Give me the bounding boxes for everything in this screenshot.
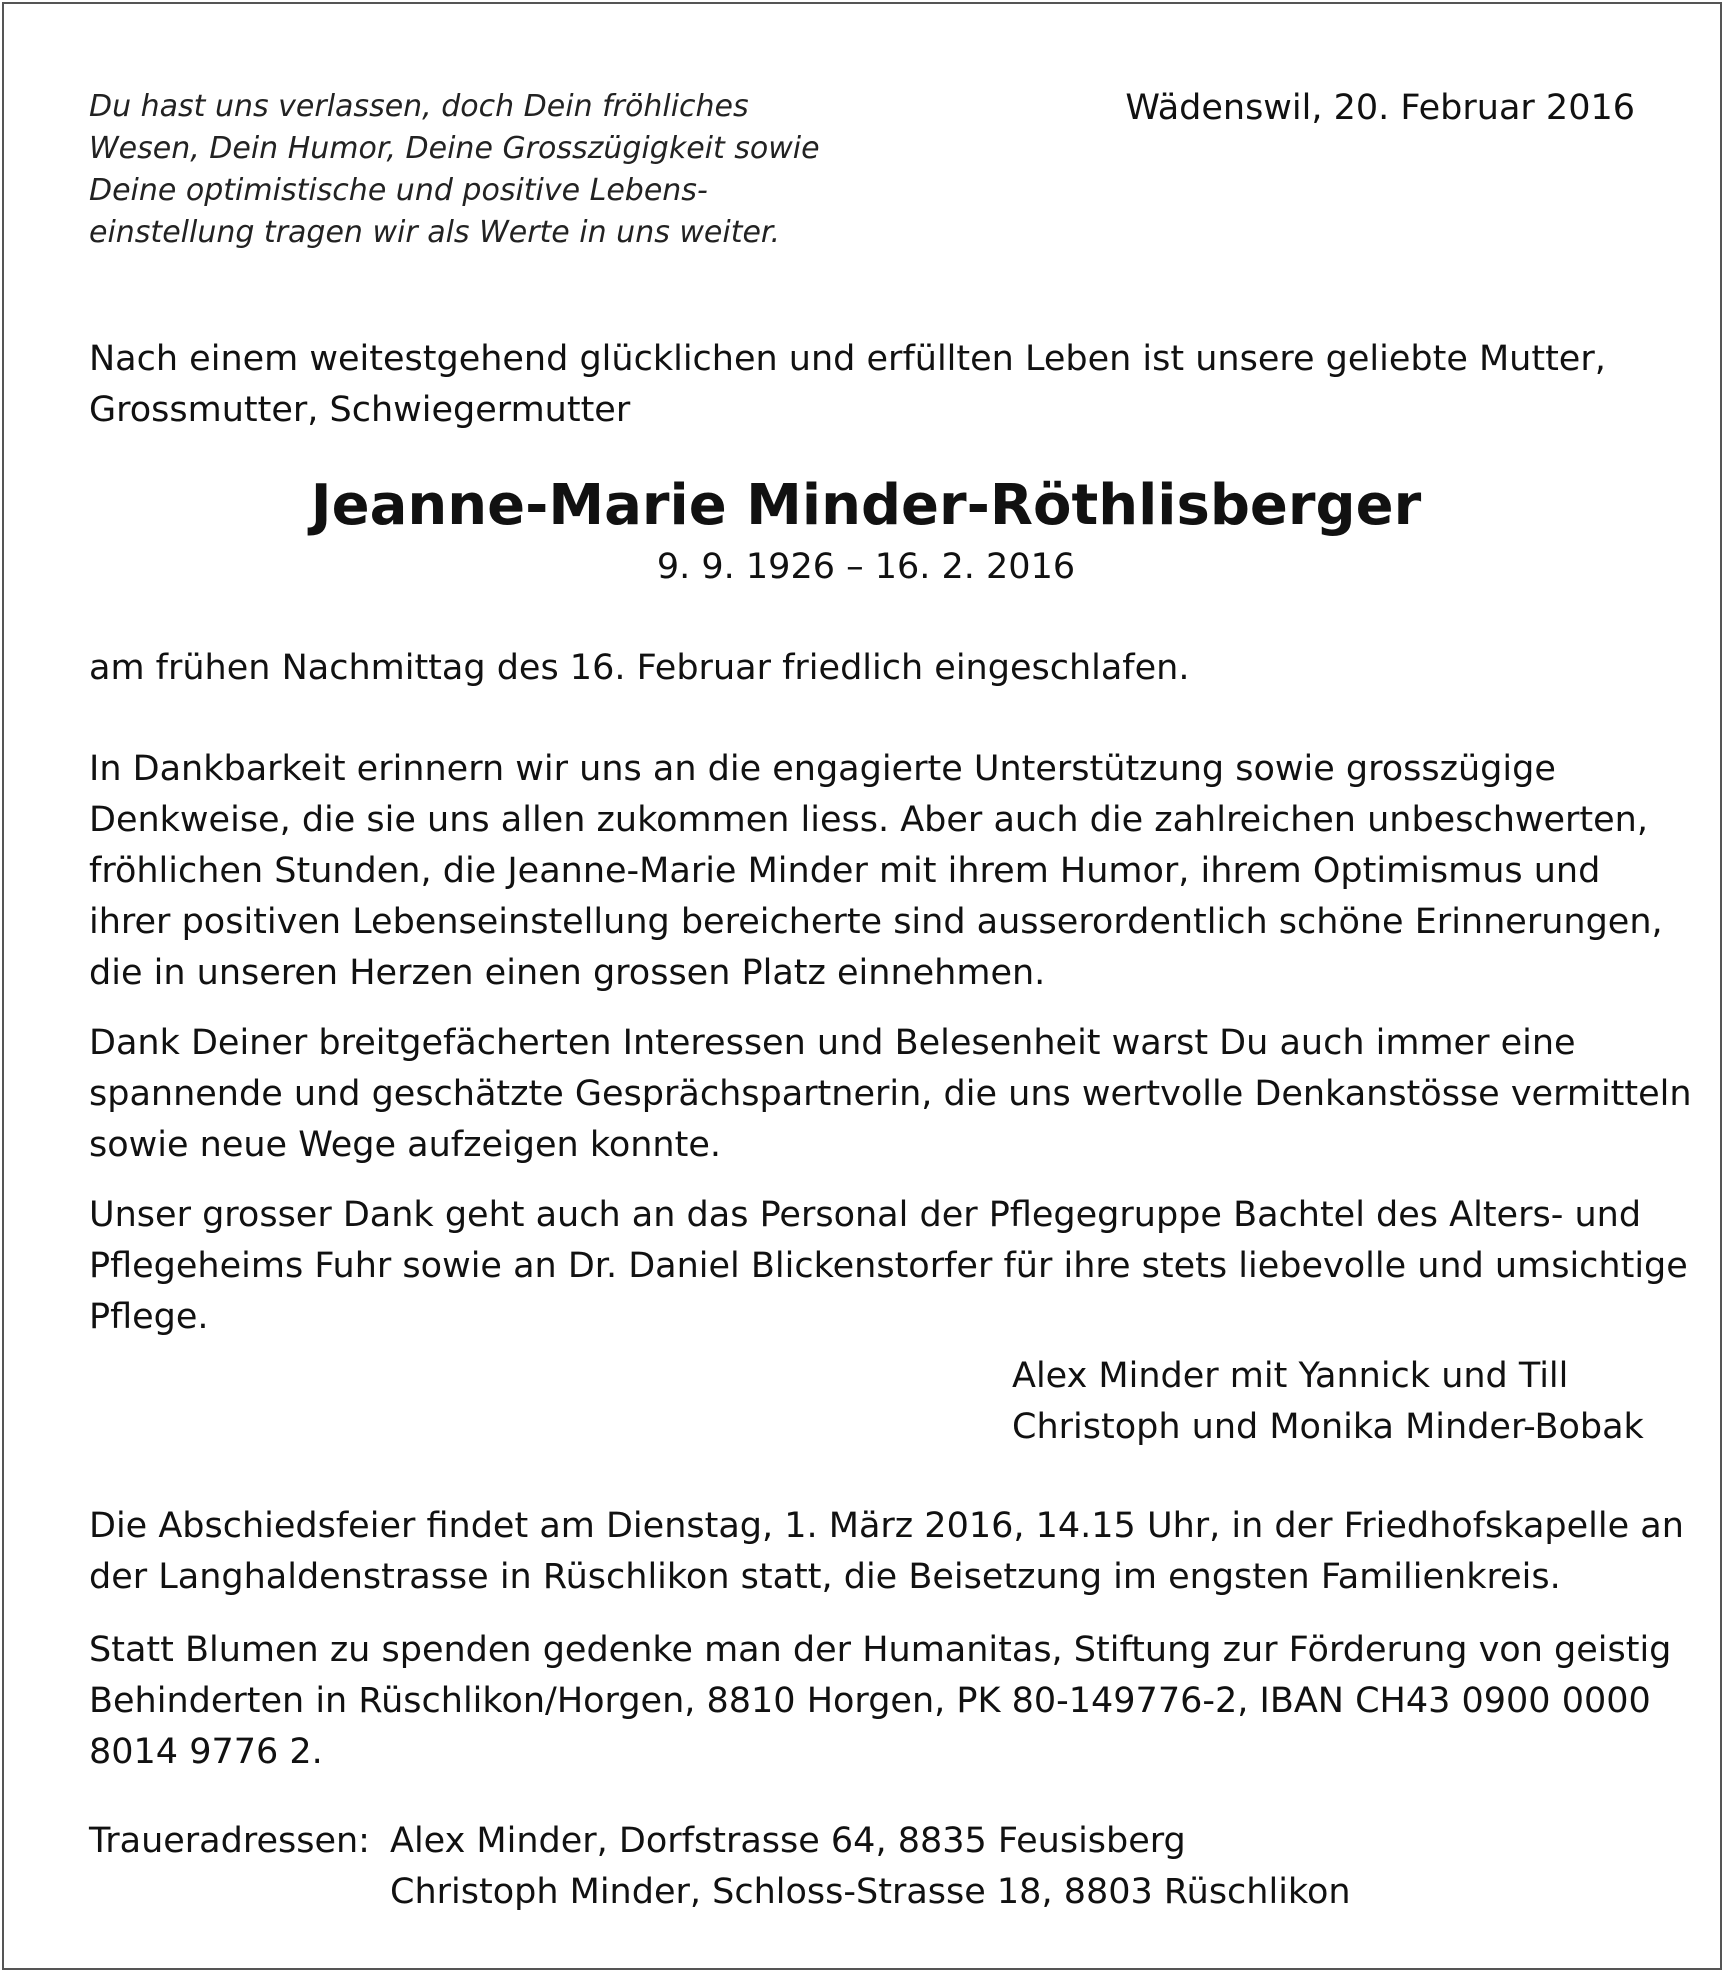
interests-paragraph xyxy=(89,1018,1692,1171)
paragraph-line: Denkweise, die sie uns allen zukommen liess. Aber auch die zahlreichen unbeschwerten, xyxy=(89,800,1648,840)
motto-line: Wesen, Dein Humor, Deine Grosszügigkeit sowie xyxy=(89,131,820,166)
paragraph-line: Unser grosser Dank geht auch an das Personal der Pflegegruppe Bachtel des Alters- und xyxy=(89,1195,1642,1235)
place-date: Wädenswil, 20. Februar 2016 xyxy=(1125,88,1635,128)
signature-line: Christoph und Monika Minder-Bobak xyxy=(1012,1407,1644,1447)
ceremony-info xyxy=(89,1501,1684,1603)
gratitude-paragraph xyxy=(89,744,1663,999)
ceremony-line: der Langhaldenstrasse in Rüschlikon statt, die Beisetzung im engsten Familienkreis. xyxy=(89,1557,1561,1597)
motto-quote xyxy=(89,86,869,254)
passing-line: am frühen Nachmittag des 16. Februar friedlich eingeschlafen. xyxy=(89,648,1190,688)
deceased-name: Jeanne-Marie Minder-Röthlisberger xyxy=(310,473,1422,538)
address-list xyxy=(390,1816,1351,1918)
life-dates: 9. 9. 1926 – 16. 2. 2016 xyxy=(656,547,1076,587)
paragraph-line: spannende und geschätzte Gesprächspartnerin, die uns wertvolle Denkanstösse vermitteln xyxy=(89,1074,1692,1114)
paragraph-line: ihrer positiven Lebenseinstellung bereicherte sind ausserordentlich schöne Erinnerungen, xyxy=(89,902,1663,942)
paragraph-line: Pflege. xyxy=(89,1297,209,1337)
thanks-paragraph xyxy=(89,1190,1688,1343)
family-signatures xyxy=(1012,1351,1644,1453)
paragraph-line: Dank Deiner breitgefächerten Interessen und Belesenheit warst Du auch immer eine xyxy=(89,1023,1576,1063)
paragraph-line: die in unseren Herzen einen grossen Platz einnehmen. xyxy=(89,953,1046,993)
donation-line: 8014 9776 2. xyxy=(89,1732,323,1772)
signature-line: Alex Minder mit Yannick und Till xyxy=(1012,1356,1569,1396)
paragraph-line: fröhlichen Stunden, die Jeanne-Marie Minder mit ihrem Humor, ihrem Optimismus und xyxy=(89,851,1601,891)
donation-info xyxy=(89,1625,1672,1778)
paragraph-line: Pflegeheims Fuhr sowie an Dr. Daniel Blickenstorfer für ihre stets liebevolle und umsichtige xyxy=(89,1246,1688,1286)
donation-line: Statt Blumen zu spenden gedenke man der Humanitas, Stiftung zur Förderung von geistig xyxy=(89,1630,1672,1670)
ceremony-line: Die Abschiedsfeier findet am Dienstag, 1. März 2016, 14.15 Uhr, in der Friedhofskapelle an xyxy=(89,1506,1684,1546)
motto-line: Deine optimistische und positive Lebens- xyxy=(89,173,708,208)
motto-line: Du hast uns verlassen, doch Dein fröhliches xyxy=(89,89,749,124)
address-line: Christoph Minder, Schloss-Strasse 18, 8803 Rüschlikon xyxy=(390,1872,1351,1912)
donation-line: Behinderten in Rüschlikon/Horgen, 8810 Horgen, PK 80-149776-2, IBAN CH43 0900 0000 xyxy=(89,1681,1651,1721)
motto-line: einstellung tragen wir als Werte in uns weiter. xyxy=(89,215,781,250)
intro-line: Nach einem weitestgehend glücklichen und erfüllten Leben ist unsere geliebte Mutter, xyxy=(89,339,1606,379)
intro-line: Grossmutter, Schwiegermutter xyxy=(89,390,631,430)
paragraph-line: In Dankbarkeit erinnern wir uns an die engagierte Unterstützung sowie grosszügige xyxy=(89,749,1556,789)
paragraph-line: sowie neue Wege aufzeigen konnte. xyxy=(89,1125,721,1165)
passing-statement xyxy=(89,643,1649,694)
intro-text xyxy=(89,334,1649,436)
address-line: Alex Minder, Dorfstrasse 64, 8835 Feusisberg xyxy=(390,1821,1186,1861)
obituary-notice xyxy=(2,2,1722,1970)
addresses-label: Traueradressen: xyxy=(89,1821,370,1861)
